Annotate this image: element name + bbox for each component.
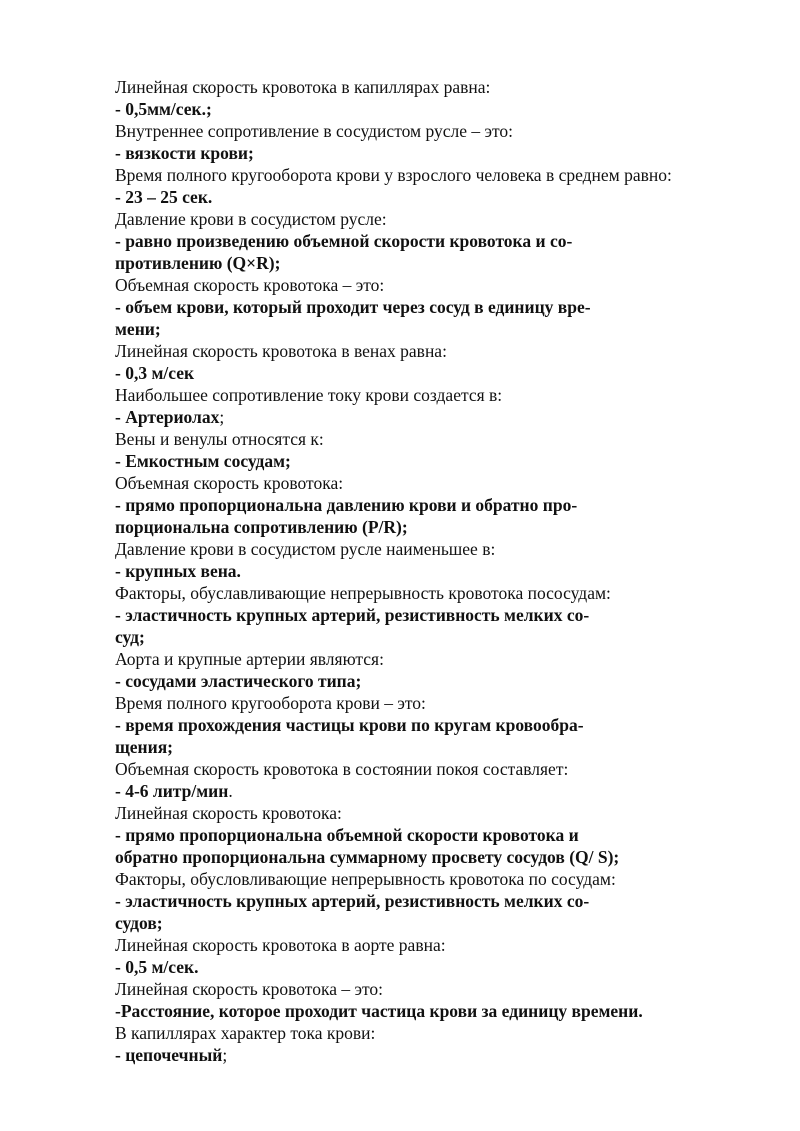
answer-line <box>115 362 755 384</box>
answer-line <box>115 824 755 846</box>
question-text: Линейная скорость кровотока в венах равна: <box>115 341 447 361</box>
answer-text: - эластичность крупных артерий, резистивность мелких со- <box>115 605 590 625</box>
answer-line <box>115 98 755 120</box>
document-page <box>115 76 755 1066</box>
answer-line <box>115 516 755 538</box>
answer-text: - цепочечный <box>115 1045 223 1065</box>
question-text: Давление крови в сосудистом русле наименьшее в: <box>115 539 496 559</box>
question-text: Объемная скорость кровотока: <box>115 473 344 493</box>
answer-line <box>115 780 755 802</box>
answer-text: - 0,3 м/сек <box>115 363 195 383</box>
answer-line <box>115 736 755 758</box>
answer-text: - вязкости крови; <box>115 143 254 163</box>
answer-text: - сосудами эластического типа; <box>115 671 362 691</box>
answer-tail-punctuation: ; <box>219 407 225 427</box>
question-text: Время полного кругооборота крови у взрослого человека в среднем равно: <box>115 165 672 185</box>
answer-tail-punctuation: . <box>228 781 233 801</box>
answer-line <box>115 912 755 934</box>
answer-line <box>115 142 755 164</box>
question-text: Линейная скорость кровотока: <box>115 803 342 823</box>
question-text: Аорта и крупные артерии являются: <box>115 649 384 669</box>
answer-line <box>115 252 755 274</box>
answer-text: - 0,5 м/сек. <box>115 957 199 977</box>
answer-text: - эластичность крупных артерий, резистивность мелких со- <box>115 891 590 911</box>
question-text: Время полного кругооборота крови – это: <box>115 693 426 713</box>
answer-text: - Емкостным сосудам; <box>115 451 291 471</box>
answer-line <box>115 406 755 428</box>
question-text: Наибольшее сопротивление току крови создается в: <box>115 385 503 405</box>
answer-line <box>115 230 755 252</box>
answer-text: - время прохождения частицы крови по кругам кровообра- <box>115 715 584 735</box>
answer-line <box>115 1000 755 1022</box>
question-text: Вены и венулы относятся к: <box>115 429 324 449</box>
answer-text: - объем крови, который проходит через сосуд в единицу вре- <box>115 297 591 317</box>
question-text: Линейная скорость кровотока в капиллярах равна: <box>115 77 491 97</box>
answer-text: - крупных вена. <box>115 561 241 581</box>
answer-line <box>115 670 755 692</box>
answer-line <box>115 494 755 516</box>
answer-line <box>115 186 755 208</box>
answer-line <box>115 1044 755 1066</box>
answer-line <box>115 450 755 472</box>
answer-text: - равно произведению объемной скорости кровотока и со- <box>115 231 573 251</box>
answer-line <box>115 846 755 868</box>
question-text: Внутреннее сопротивление в сосудистом русле – это: <box>115 121 514 141</box>
answer-text: щения; <box>115 737 174 757</box>
answer-text: судов; <box>115 913 163 933</box>
answer-text: - прямо пропорциональна объемной скорости кровотока и <box>115 825 579 845</box>
answer-line <box>115 626 755 648</box>
question-text: Линейная скорость кровотока – это: <box>115 979 384 999</box>
answer-line <box>115 318 755 340</box>
answer-text: противлению (Q×R); <box>115 253 281 273</box>
answer-text: -Расстояние, которое проходит частица крови за единицу времени. <box>115 1001 643 1021</box>
answer-text: суд; <box>115 627 145 647</box>
answer-text: обратно пропорциональна суммарному просвету сосудов (Q/ S); <box>115 847 620 867</box>
answer-text: - Артериолах <box>115 407 220 427</box>
answer-line <box>115 956 755 978</box>
answer-line <box>115 560 755 582</box>
answer-line <box>115 296 755 318</box>
answer-line <box>115 604 755 626</box>
question-text: Линейная скорость кровотока в аорте равна: <box>115 935 446 955</box>
question-text: Давление крови в сосудистом русле: <box>115 209 387 229</box>
question-text: Факторы, обуславливающие непрерывность кровотока пососудам: <box>115 583 611 603</box>
answer-text: - прямо пропорциональна давлению крови и обратно про- <box>115 495 578 515</box>
answer-text: порциональна сопротивлению (P/R); <box>115 517 408 537</box>
question-text: Факторы, обусловливающие непрерывность кровотока по сосудам: <box>115 869 616 889</box>
answer-text: - 0,5мм/сек.; <box>115 99 212 119</box>
answer-line <box>115 714 755 736</box>
answer-tail-punctuation: ; <box>222 1045 228 1065</box>
question-text: Объемная скорость кровотока в состоянии покоя составляет: <box>115 759 569 779</box>
question-text: Объемная скорость кровотока – это: <box>115 275 385 295</box>
question-text: В капиллярах характер тока крови: <box>115 1023 376 1043</box>
answer-text: - 4-6 литр/мин <box>115 781 229 801</box>
answer-line <box>115 890 755 912</box>
answer-text: - 23 – 25 сек. <box>115 187 213 207</box>
answer-text: мени; <box>115 319 161 339</box>
